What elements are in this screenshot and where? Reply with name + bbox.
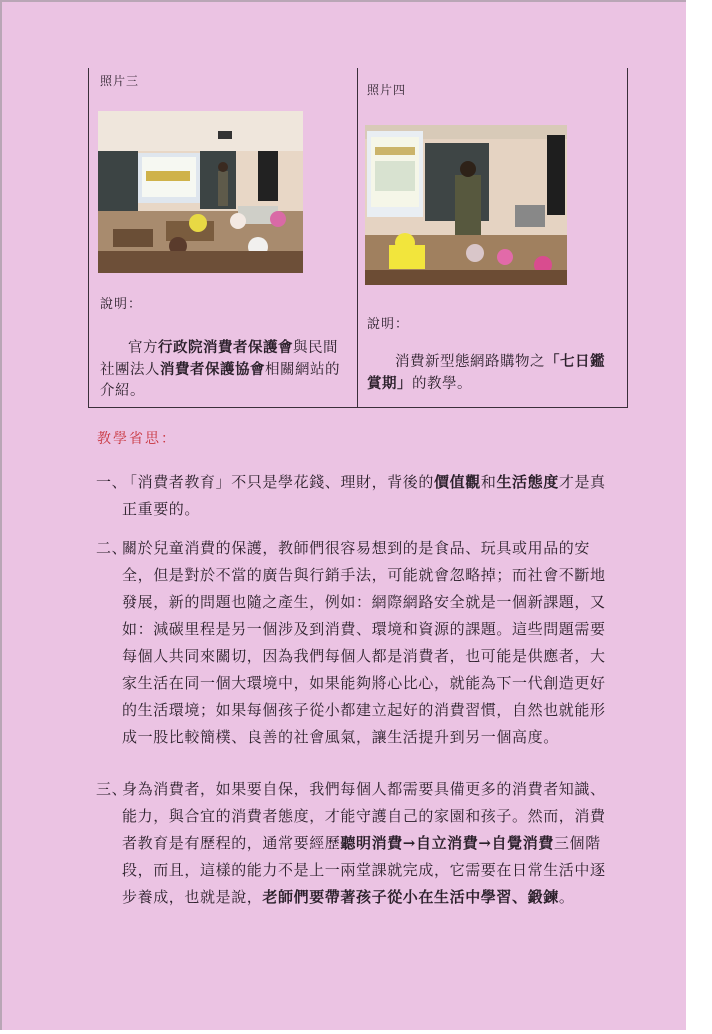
agency-name: 行政院消費者保護會 [158, 339, 293, 356]
association-name: 消費者保護協會 [160, 361, 265, 378]
scan-border-left [0, 0, 2, 1034]
item-text [122, 535, 616, 751]
emphasis-values: 價值觀 [434, 473, 481, 491]
item-number: 三、 [96, 780, 128, 798]
item-text [122, 469, 616, 523]
item-text-part: 關於兒童消費的保護，教師們很容易想到的是食品、玩具或用品的安全，但是對於不當的廣告與行銷手法，可能就會忽略掉；而社會不斷地發展，新的問題也隨之產生，例如：網際網路安全就是一個新課題，又如：減碳里程是另一個涉及到消費、環境和資源的課題。這些問題需要每個人共同來關切，因為我們每個人都是消費者，也可能是供應者，大家生活在同一個大環境中，如果能夠將心比心，就能為下一代創造更好的生活環境；如果每個孩子從小都建立起好的消費習慣，自然也就能形成一股比較簡樸、良善的社會風氣，讓生活提升到另一個高度。 [122, 539, 606, 746]
description-text: 消費新型態網路購物之 [395, 354, 545, 370]
item-text-part: 。 [558, 888, 575, 906]
photo-description [100, 337, 350, 402]
classroom-photo [98, 111, 303, 273]
photo-table [88, 68, 628, 408]
item-text-part: 和 [480, 473, 497, 491]
photo-cell-3 [88, 68, 357, 408]
cooling-off-period: 「七日鑑賞期」 [367, 353, 605, 392]
section-title: 教學省思： [97, 431, 177, 447]
scan-margin-right [686, 0, 712, 1034]
scan-border-top [0, 0, 686, 2]
description-text: 官方 [128, 340, 158, 356]
description-text: 的教學。 [412, 376, 472, 392]
item-text-part: 身為消費者，如果要自保，我們每個人都需要具備更多的消費者知識、能力，與合宜的消費者態度，才能守護自己的家園和孩子。然而，消費者教育是有歷程的，通常要經歷 [122, 780, 606, 852]
item-number: 二、 [96, 539, 128, 557]
photo-caption: 照片四 [367, 83, 407, 97]
item-text-part: 「消費者教育」不只是學花錢、理財，背後的 [122, 473, 435, 491]
emphasis-stages: 聽明消費→自立消費→自覺消費 [340, 834, 554, 852]
description-label: 說明： [100, 297, 143, 312]
description-text: 相關網站的介紹。 [100, 362, 340, 399]
emphasis-attitude: 生活態度 [496, 473, 559, 491]
photo-description [367, 351, 619, 395]
emphasis-conclusion: 老師們要帶著孩子從小在生活中學習、鍛鍊 [262, 888, 559, 906]
description-text: 與民間社團法人 [100, 340, 338, 378]
description-label: 說明： [367, 317, 410, 332]
item-text [122, 776, 616, 911]
scan-margin-bottom [0, 1030, 712, 1034]
photo-cell-4 [357, 68, 628, 408]
classroom-photo [365, 125, 567, 285]
photo-caption: 照片三 [100, 74, 140, 88]
item-text-part: 三個階段，而且，這樣的能力不是上一兩堂課就完成，它需要在日常生活中逐步養成，也就是說， [122, 834, 606, 906]
item-text-part: 才是真正重要的。 [122, 473, 606, 518]
item-number: 一、 [96, 473, 128, 491]
